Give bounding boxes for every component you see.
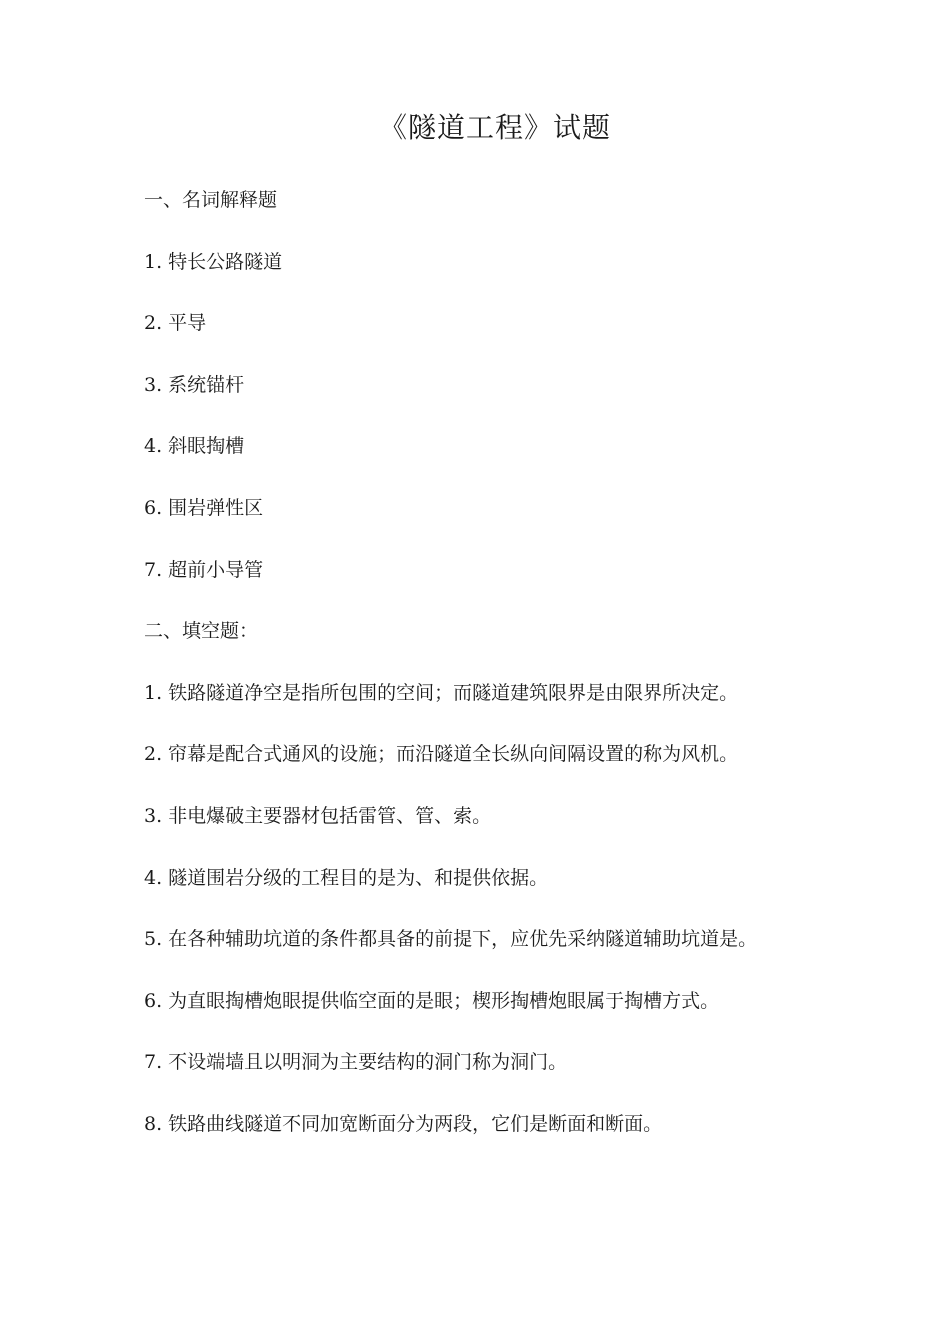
question-item: 6. 为直眼掏槽炮眼提供临空面的是眼；楔形掏槽炮眼属于掏槽方式。 — [144, 989, 720, 1012]
question-item: 7. 不设端墙且以明洞为主要结构的洞门称为洞门。 — [144, 1051, 568, 1074]
question-item: 1. 特长公路隧道 — [144, 250, 283, 273]
question-item: 3. 非电爆破主要器材包括雷管、管、索。 — [144, 804, 492, 827]
section-heading-definitions: 一、名词解释题 — [144, 189, 278, 211]
question-item: 5. 在各种辅助坑道的条件都具备的前提下，应优先采纳隧道辅助坑道是。 — [144, 928, 758, 951]
question-item: 2. 平导 — [144, 312, 207, 335]
question-item: 6. 围岩弹性区 — [144, 496, 264, 519]
question-item: 8. 铁路曲线隧道不同加宽断面分为两段，它们是断面和断面。 — [144, 1112, 663, 1135]
question-item: 4. 斜眼掏槽 — [144, 435, 245, 458]
question-item: 7. 超前小导管 — [144, 558, 264, 581]
question-item: 1. 铁路隧道净空是指所包围的空间；而隧道建筑限界是由限界所决定。 — [144, 681, 739, 704]
question-list — [144, 181, 934, 1167]
question-item: 3. 系统锚杆 — [144, 373, 245, 396]
question-item: 2. 帘幕是配合式通风的设施；而沿隧道全长纵向间隔设置的称为风机。 — [144, 743, 739, 766]
section-heading-fill-in: 二、填空题： — [144, 620, 259, 643]
question-item: 4. 隧道围岩分级的工程目的是为、和提供依据。 — [144, 866, 549, 889]
document-title: 《隧道工程》试题 — [378, 111, 611, 144]
